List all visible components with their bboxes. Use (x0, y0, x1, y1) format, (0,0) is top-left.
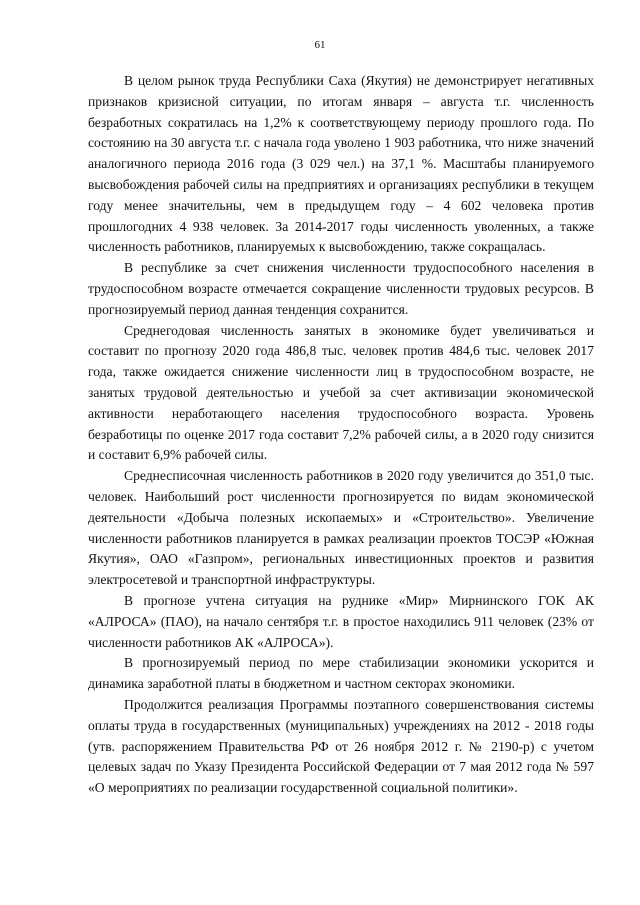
page-number: 61 (314, 39, 326, 51)
paragraph-average-headcount: Среднесписочная численность работников в 2020 году увеличится до 351,0 тыс. человек. Наибольший рост численности прогнозируется по видам экономической деятельности «Добыча полезных ископаемых» и «Строительство». Увеличение численности работников планируется в рамках реализации проектов ТОСЭР «Южная Якутия», ОАО «Газпром», региональных инвестиционных проектов и развития электросетевой и транспортной инфраструктуры. (88, 468, 594, 588)
paragraph-wage-program: Продолжится реализация Программы поэтапного совершенствования системы оплаты труда в государственных (муниципальных) учреждениях на 2012 - 2018 годы (утв. распоряжением Правительства РФ от 26 ноября 2012 г. № 2190-р) с учетом целевых задач по Указу Президента Российской Федерации от 7 мая 2012 года № 597 «О мероприятиях по реализации государственной социальной политики». (88, 696, 594, 796)
paragraph-labor-market: В целом рынок труда Республики Саха (Якутия) не демонстрирует негативных признаков кризисной ситуации, по итогам января – августа т.г. численность безработных сократилась на 1,2% к соответствующему периоду прошлого года. По состоянию на 30 августа т.г. с начала года уволено 1 903 работника, что ниже значений аналогичного периода 2016 года (3 029 чел.) на 37,1 %. Масштабы планируемого высвобождения рабочей силы на предприятиях и организациях республики в текущем году менее значительны, чем в предыдущем году – 4 602 человека против прошлогодних 4 938 человек. За 2014-2017 годы численность уволенных, а также численность работников, планируемых к высвобождению, также сокращалась. (88, 73, 594, 255)
paragraph-employment-forecast: Среднегодовая численность занятых в экономике будет увеличиваться и составит по прогнозу 2020 года 486,8 тыс. человек против 484,6 тыс. человек 2017 года, также ожидается снижение численности лиц в трудоспособном возрасте, не занятых трудовой деятельностью и учебой за счет активизации экономической активности неработающего населения трудоспособного возраста. Уровень безработицы по оценке 2017 года составит 7,2% рабочей силы, а в 2020 году снизится и составит 6,9% рабочей силы. (88, 322, 594, 463)
paragraph-labor-resources: В республике за счет снижения численности трудоспособного населения в трудоспособном возрасте отмечается сокращение численности трудовых ресурсов. В прогнозируемый период данная тенденция сохранится. (88, 260, 594, 317)
paragraph-mir-mine: В прогнозе учтена ситуация на руднике «Мир» Мирнинского ГОК АК «АЛРОСА» (ПАО), на начало сентября т.г. в простое находились 911 человек (23% от численности работников АК «АЛРОСА»). (88, 592, 594, 650)
paragraph-wage-dynamics: В прогнозируемый период по мере стабилизации экономики ускорится и динамика заработной платы в бюджетном и частном секторах экономики. (88, 655, 594, 692)
body-text (88, 71, 594, 799)
